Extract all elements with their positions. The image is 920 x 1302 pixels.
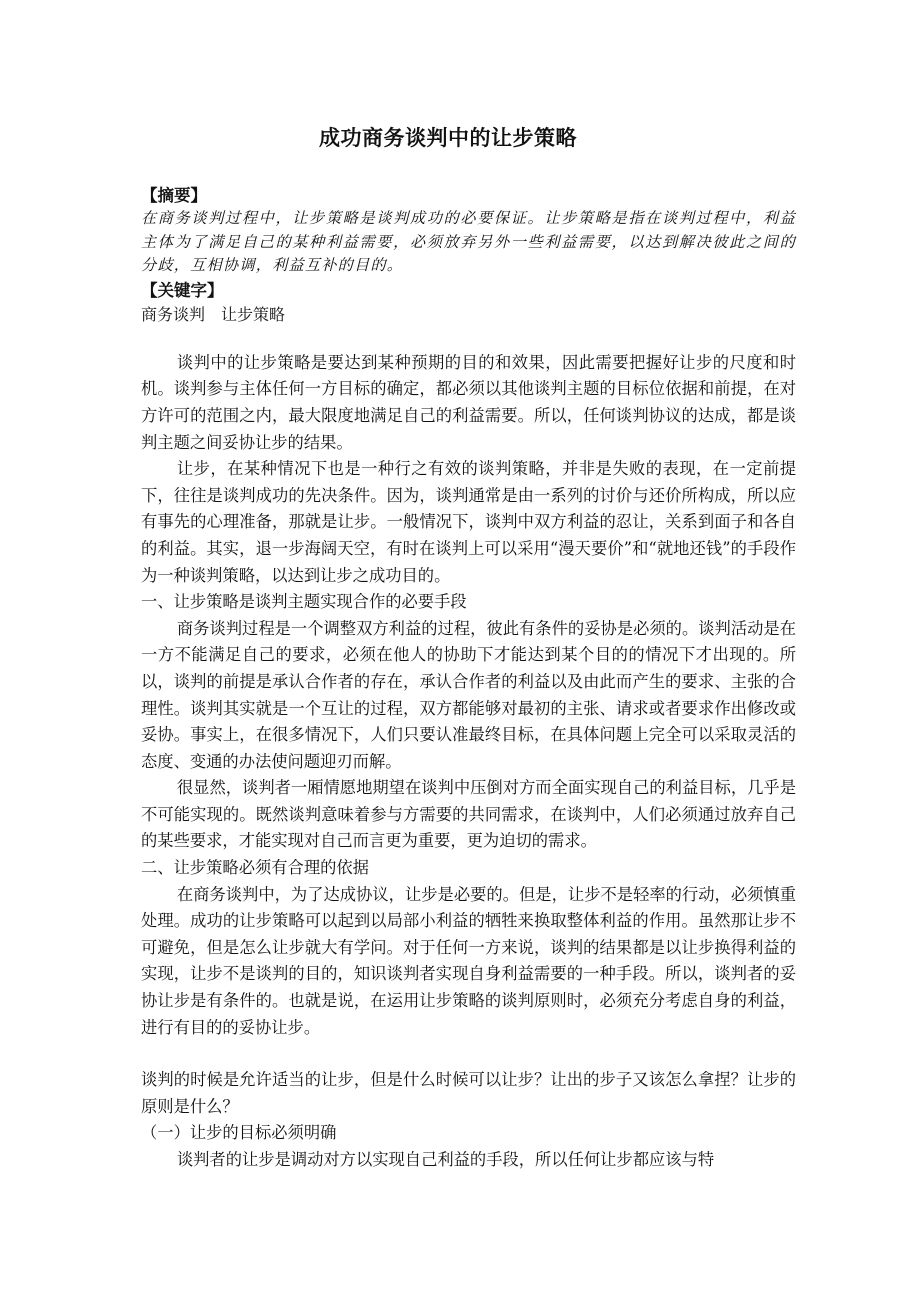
subsection-heading: （一）让步的目标必须明确 bbox=[141, 1123, 337, 1143]
body-paragraph: 谈判中的让步策略是要达到某种预期的目的和效果，因此需要把握好让步的尺度和时机。谈判参与主体任何一方目标的确定，都必须以其他谈判主题的目标位依据和前提，在对方许可的范围之内，最大限度地满足自己的利益需要。所以，任何谈判协议的达成，都是谈判主题之间妥协让步的结果。 bbox=[141, 352, 796, 452]
section-heading: 二、让步策略必须有合理的依据 bbox=[141, 858, 369, 878]
abstract-text: 在商务谈判过程中，让步策略是谈判成功的必要保证。让步策略是指在谈判过程中，利益主体为了满足自己的某种利益需要，必须放弃另外一些利益需要，以达到解决彼此之间的分歧，互相协调，利益互补的目的。 bbox=[141, 209, 796, 275]
document-body bbox=[141, 184, 796, 1174]
body-paragraph: 在商务谈判中，为了达成协议，让步是必要的。但是，让步不是轻率的行动，必须慎重处理。成功的让步策略可以起到以局部小利益的牺牲来换取整体利益的作用。虽然那让步不可避免，但是怎么让步就大有学问。对于任何一方来说，谈判的结果都是以让步换得利益的实现，让步不是谈判的目的，知识谈判者实现自身利益需要的一种手段。所以，谈判者的妥协让步是有条件的。也就是说，在运用让步策略的谈判原则时，必须充分考虑自身的利益，进行有目的的妥协让步。 bbox=[141, 884, 796, 1037]
abstract-heading: 【摘要】 bbox=[141, 186, 207, 205]
document-title: 成功商务谈判中的让步策略 bbox=[319, 126, 577, 150]
body-paragraph: 让步，在某种情况下也是一种行之有效的谈判策略，并非是失败的表现，在一定前提下，往往是谈判成功的先决条件。因为，谈判通常是由一系列的讨价与还价所构成，所以应有事先的心理准备，那就是让步。一般情况下，谈判中双方利益的忍让，关系到面子和各自的利益。其实，退一步海阔天空，有时在谈判上可以采用“漫天要价”和“就地还钱”的手段作为一种谈判策略，以达到让步之成功目的。 bbox=[141, 459, 796, 585]
section-heading: 一、让步策略是谈判主题实现合作的必要手段 bbox=[141, 592, 467, 612]
keywords-heading: 【关键字】 bbox=[141, 280, 224, 300]
keywords-text: 商务谈判 让步策略 bbox=[141, 304, 286, 324]
body-paragraph: 商务谈判过程是一个调整双方利益的过程，彼此有条件的妥协是必须的。谈判活动是在一方不能满足自己的要求，必须在他人的协助下才能达到某个目的的情况下才出现的。所以，谈判的前提是承认合作者的存在，承认合作者的利益以及由此而产生的要求、主张的合理性。谈判其实就是一个互让的过程，双方都能够对最初的主张、请求或者要求作出修改或妥协。事实上，在很多情况下，人们只要认准最终目标，在具体问题上完全可以采取灵活的态度、变通的办法使问题迎刃而解。 bbox=[141, 618, 796, 771]
body-paragraph: 谈判的时候是允许适当的让步，但是什么时候可以让步？让出的步子又该怎么拿捏？让步的原则是什么？ bbox=[141, 1070, 796, 1116]
paragraph-spacer bbox=[141, 1041, 796, 1067]
body-paragraph: 谈判者的让步是调动对方以实现自己利益的手段，所以任何让步都应该与特 bbox=[176, 1150, 715, 1169]
body-paragraph: 很显然，谈判者一厢情愿地期望在谈判中压倒对方而全面实现自己的利益目标，几乎是不可能实现的。既然谈判意味着参与方需要的共同需求，在谈判中，人们必须通过放弃自己的某些要求，才能实现对自己而言更为重要，更为迫切的需求。 bbox=[141, 778, 796, 851]
